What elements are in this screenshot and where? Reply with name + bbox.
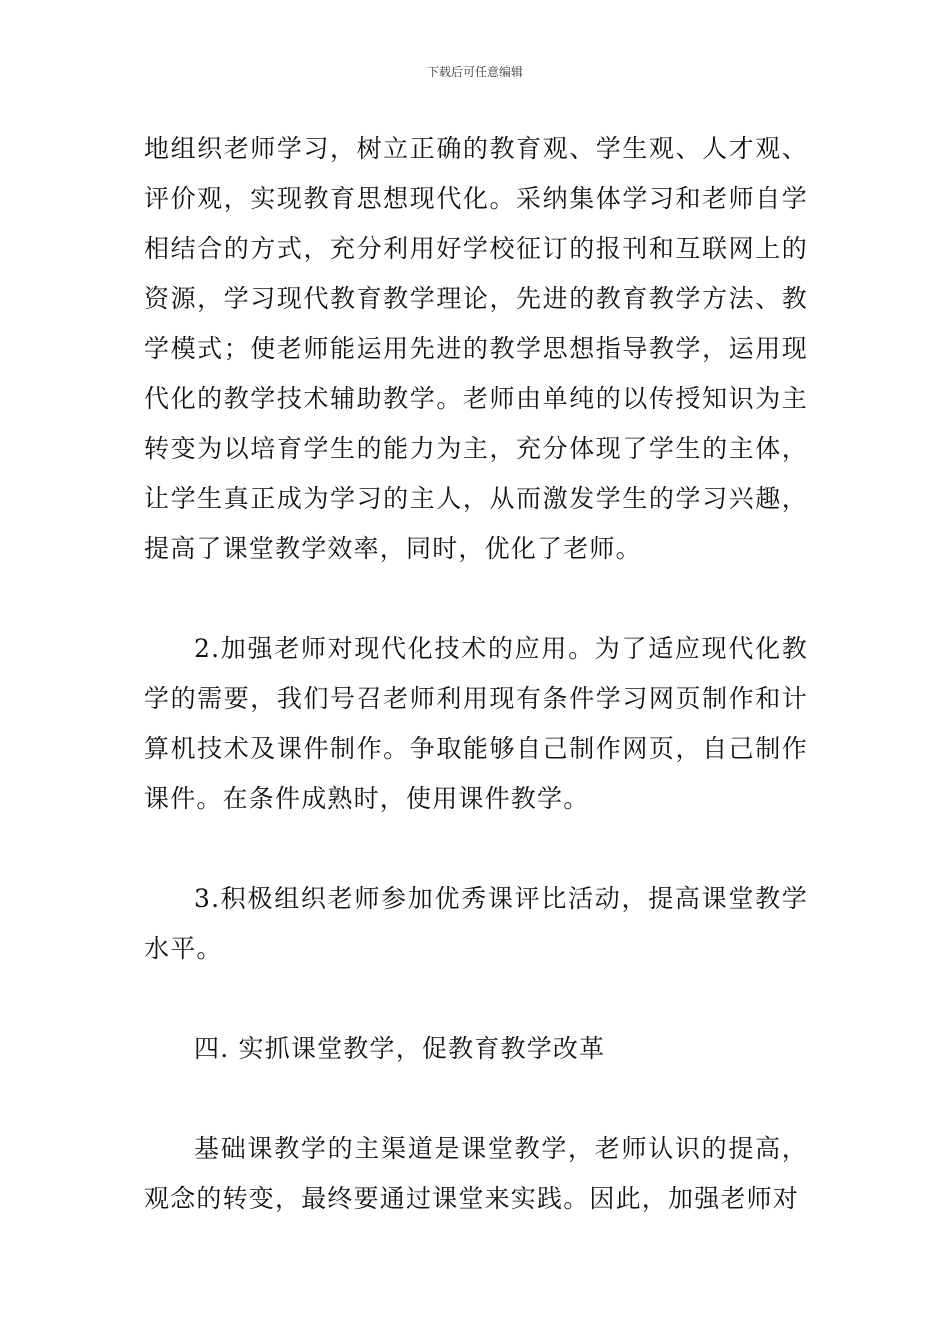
page-header: 下载后可任意编辑 [426, 65, 523, 79]
document-body [144, 124, 808, 1224]
paragraph-spacer [144, 1074, 808, 1124]
paragraph-item-2: 2.加强老师对现代化技术的应用。为了适应现代化教学的需要，我们号召老师利用现有条件学习网页制作和计算机技术及课件制作。争取能够自己制作网页，自己制作课件。在条件成熟时，使用课件教学。 [144, 634, 808, 813]
paragraph-spacer [144, 574, 808, 624]
paragraph-spacer [144, 824, 808, 874]
paragraph-item-3: 3.积极组织老师参加优秀课评比活动，提高课堂教学水平。 [144, 884, 808, 963]
paragraph-continuation: 地组织老师学习，树立正确的教育观、学生观、人才观、评价观，实现教育思想现代化。采纳集体学习和老师自学相结合的方式，充分利用好学校征订的报刊和互联网上的资源，学习现代教育教学理论，先进的教育教学方法、教学模式；使老师能运用先进的教学思想指导教学，运用现代化的教学技术辅助教学。老师由单纯的以传授知识为主转变为以培育学生的能力为主，充分体现了学生的主体，让学生真正成为学习的主人，从而激发学生的学习兴趣，提高了课堂教学效率，同时，优化了老师。 [144, 134, 808, 563]
paragraph-spacer [144, 974, 808, 1024]
paragraph-section-body: 基础课教学的主渠道是课堂教学，老师认识的提高，观念的转变，最终要通过课堂来实践。因此，加强老师对 [144, 1134, 808, 1213]
section-heading: 四. 实抓课堂教学，促教育教学改革 [194, 1034, 606, 1063]
